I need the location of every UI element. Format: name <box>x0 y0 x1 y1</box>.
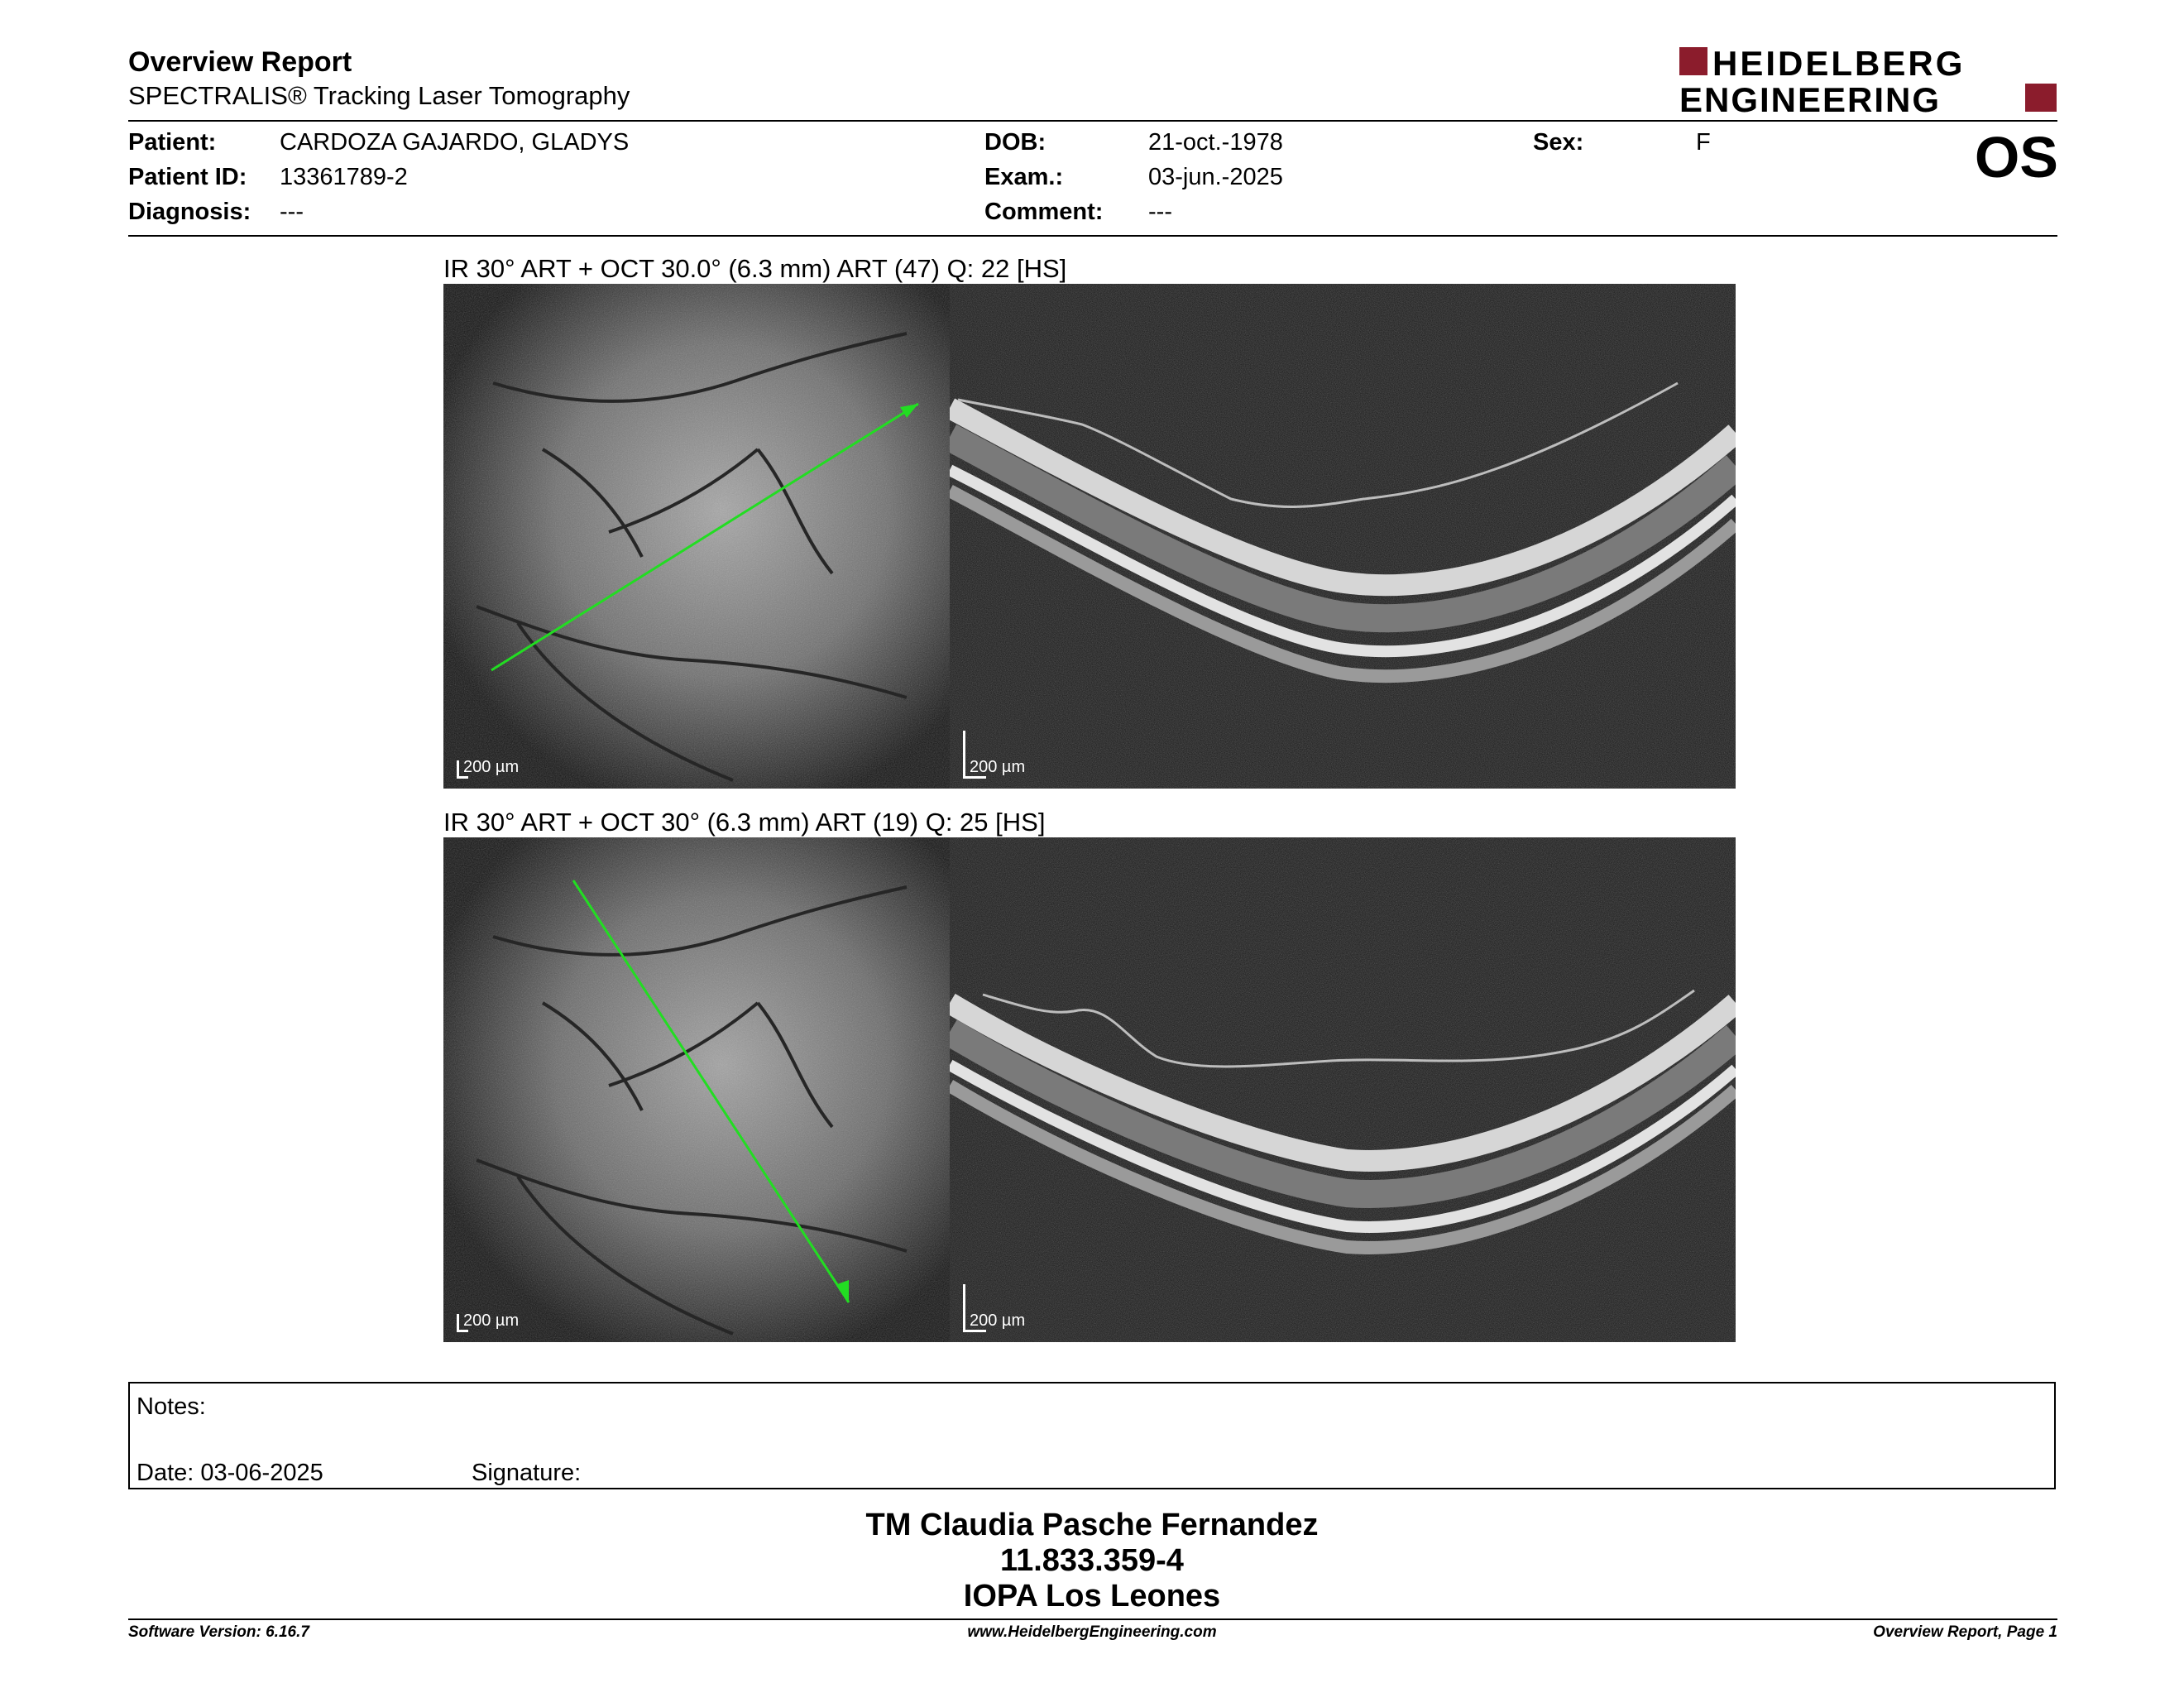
dob-label: DOB: <box>984 129 1046 156</box>
eye-indicator: OS <box>1974 125 2058 189</box>
patient-id: 13361789-2 <box>280 164 408 190</box>
notes-date: Date: 03-06-2025 <box>136 1460 323 1486</box>
svg-text:ENGINEERING: ENGINEERING <box>1679 80 1942 116</box>
scan-1-title: IR 30° ART + OCT 30.0° (6.3 mm) ART (47) Q: 22 [HS] <box>443 254 1067 283</box>
exam-value: 03-jun.-2025 <box>1148 164 1283 190</box>
scale-bar-oct-2: 200 µm <box>963 1284 973 1332</box>
diagnosis-value: --- <box>280 199 304 225</box>
heidelberg-logo <box>1679 46 2060 116</box>
footer-rule <box>128 1618 2057 1620</box>
exam-label: Exam.: <box>984 164 1064 190</box>
scan-1-ir-image <box>443 284 950 789</box>
software-version: Software Version: 6.16.7 <box>128 1623 309 1641</box>
dob-value: 21-oct.-1978 <box>1148 129 1283 156</box>
patient-id-label: Patient ID: <box>128 164 247 190</box>
technician-name: TM Claudia Pasche Fernandez <box>865 1508 1319 1542</box>
patient-label: Patient: <box>128 129 217 156</box>
report-subtitle: SPECTRALIS® Tracking Laser Tomography <box>128 81 630 110</box>
patient-name: CARDOZA GAJARDO, GLADYS <box>280 129 630 156</box>
scan-2-title: IR 30° ART + OCT 30° (6.3 mm) ART (19) Q: 25 [HS] <box>443 808 1046 837</box>
scale-bar-ir-2: 200 µm <box>457 1314 467 1332</box>
scale-bar-oct-1: 200 µm <box>963 731 973 779</box>
clinic-name: IOPA Los Leones <box>963 1579 1221 1614</box>
notes-label: Notes: <box>136 1393 206 1420</box>
patient-rule <box>128 235 2057 237</box>
scan-2-oct-image <box>950 837 1736 1342</box>
notes-box <box>128 1382 2056 1489</box>
technician-id: 11.833.359-4 <box>1000 1543 1184 1578</box>
header-rule <box>128 120 2057 122</box>
signature-label: Signature: <box>472 1460 582 1486</box>
website-link[interactable]: www.HeidelbergEngineering.com <box>967 1623 1217 1641</box>
scan-1-oct-image <box>950 284 1736 789</box>
sex-value: F <box>1696 129 1711 156</box>
report-title: Overview Report <box>128 46 352 78</box>
scan-2-ir-image <box>443 837 950 1342</box>
diagnosis-label: Diagnosis: <box>128 199 251 225</box>
comment-label: Comment: <box>984 199 1104 225</box>
scale-bar-ir-1: 200 µm <box>457 760 467 779</box>
page-number: Overview Report, Page 1 <box>1873 1623 2057 1641</box>
svg-text:HEIDELBERG: HEIDELBERG <box>1712 46 1966 83</box>
comment-value: --- <box>1148 199 1172 225</box>
sex-label: Sex: <box>1533 129 1584 156</box>
